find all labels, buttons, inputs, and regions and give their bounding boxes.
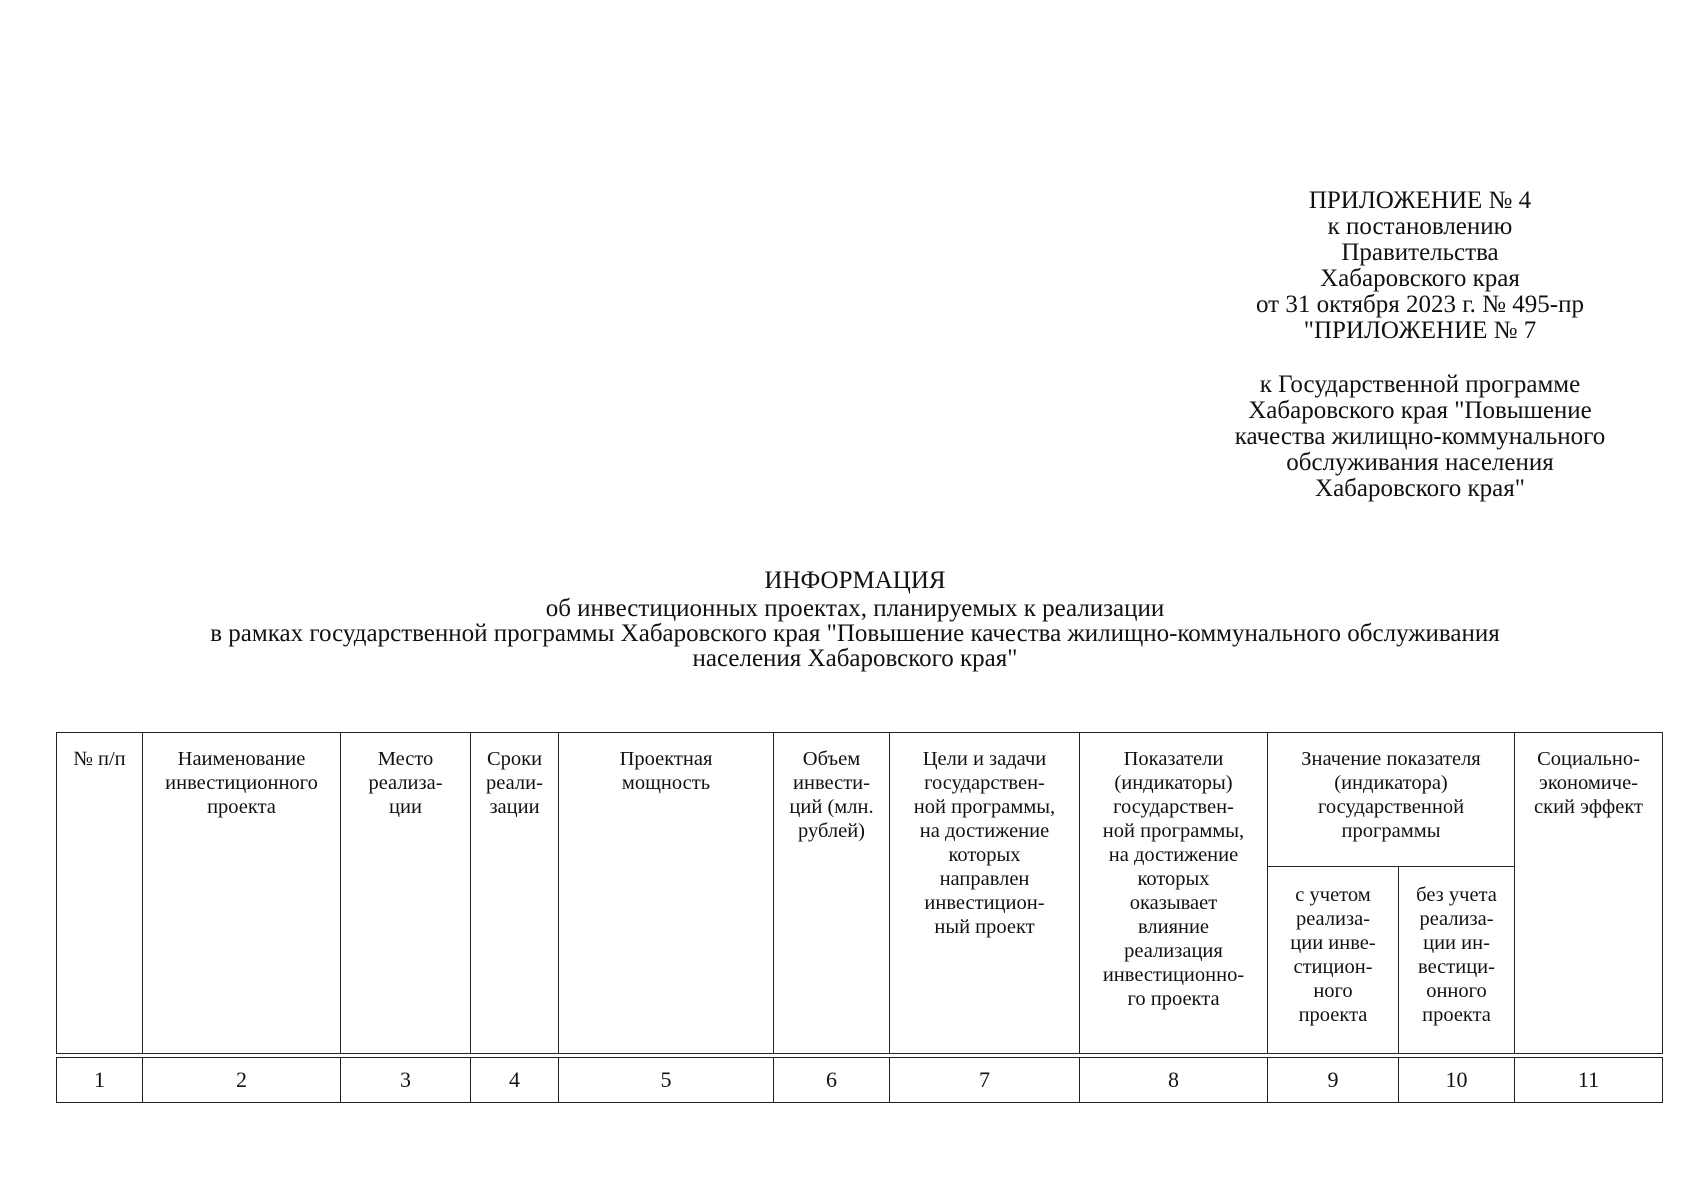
column-number-cell: 4 bbox=[471, 1058, 559, 1103]
column-number-cell: 5 bbox=[559, 1058, 774, 1103]
title-line: населения Хабаровского края" bbox=[692, 645, 1018, 672]
document-title bbox=[60, 568, 1650, 671]
column-number-cell: 8 bbox=[1080, 1058, 1268, 1103]
title-line: об инвестиционных проектах, планируемых к реализации bbox=[545, 595, 1165, 622]
appendix-line: к постановлению bbox=[1327, 213, 1513, 240]
column-number-cell: 1 bbox=[57, 1058, 143, 1103]
title-heading: ИНФОРМАЦИЯ bbox=[764, 567, 946, 594]
appendix-line: ПРИЛОЖЕНИЕ № 4 bbox=[1308, 187, 1532, 214]
column-number-cell: 11 bbox=[1515, 1058, 1663, 1103]
column-number-cell: 9 bbox=[1268, 1058, 1399, 1103]
header-cell-investment-volume: Объем инвести- ций (млн. рублей) bbox=[774, 733, 890, 1054]
appendix-line: от 31 октября 2023 г. № 495-пр bbox=[1256, 291, 1584, 318]
header-cell-with-project: с учетом реализа- ции инве- стицион- ного проекта bbox=[1268, 867, 1399, 1054]
header-cell-indicators: Показатели (индикаторы) государствен- ной программы, на достижение которых оказывает влияние реализация инвестиционно- го проекта bbox=[1080, 733, 1268, 1054]
program-line: обслуживания населения bbox=[1286, 449, 1554, 476]
header-cell-social-effect: Социально- экономиче- ский эффект bbox=[1515, 733, 1663, 1054]
header-cell-indicator-value: Значение показателя (индикатора) государственной программы bbox=[1268, 733, 1515, 867]
column-number-cell: 2 bbox=[143, 1058, 341, 1103]
column-number-cell: 6 bbox=[774, 1058, 890, 1103]
program-line: к Государственной программе bbox=[1259, 371, 1581, 398]
column-number-cell: 7 bbox=[890, 1058, 1080, 1103]
header-cell-timeframe: Сроки реали- зации bbox=[471, 733, 559, 1054]
header-cell-without-project: без учета реализа- ции ин- вестици- онного проекта bbox=[1399, 867, 1515, 1054]
program-line: Хабаровского края" bbox=[1315, 475, 1525, 502]
appendix-line: Хабаровского края bbox=[1320, 265, 1520, 292]
header-cell-location: Место реализа- ции bbox=[341, 733, 471, 1054]
appendix-line: Правительства bbox=[1341, 239, 1499, 266]
program-line: качества жилищно-коммунального bbox=[1234, 423, 1606, 450]
header-cell-goals: Цели и задачи государствен- ной программы, на достижение которых направлен инвестицион- ный проект bbox=[890, 733, 1080, 1054]
header-gap bbox=[1180, 344, 1660, 372]
title-line: в рамках государственной программы Хабаровского края "Повышение качества жилищно-коммунального обслуживания bbox=[210, 620, 1500, 647]
investment-projects-table bbox=[56, 732, 1663, 1103]
column-number-cell: 3 bbox=[341, 1058, 471, 1103]
program-line: Хабаровского края "Повышение bbox=[1248, 397, 1592, 424]
header-cell-project-name: Наименование инвестиционного проекта bbox=[143, 733, 341, 1054]
header-cell-capacity: Проектная мощность bbox=[559, 733, 774, 1054]
column-number-cell: 10 bbox=[1399, 1058, 1515, 1103]
column-numbers-row bbox=[57, 1058, 1663, 1103]
header-cell-number: № п/п bbox=[57, 733, 143, 1054]
appendix-line: "ПРИЛОЖЕНИЕ № 7 bbox=[1303, 317, 1537, 344]
appendix-header bbox=[1180, 188, 1660, 502]
